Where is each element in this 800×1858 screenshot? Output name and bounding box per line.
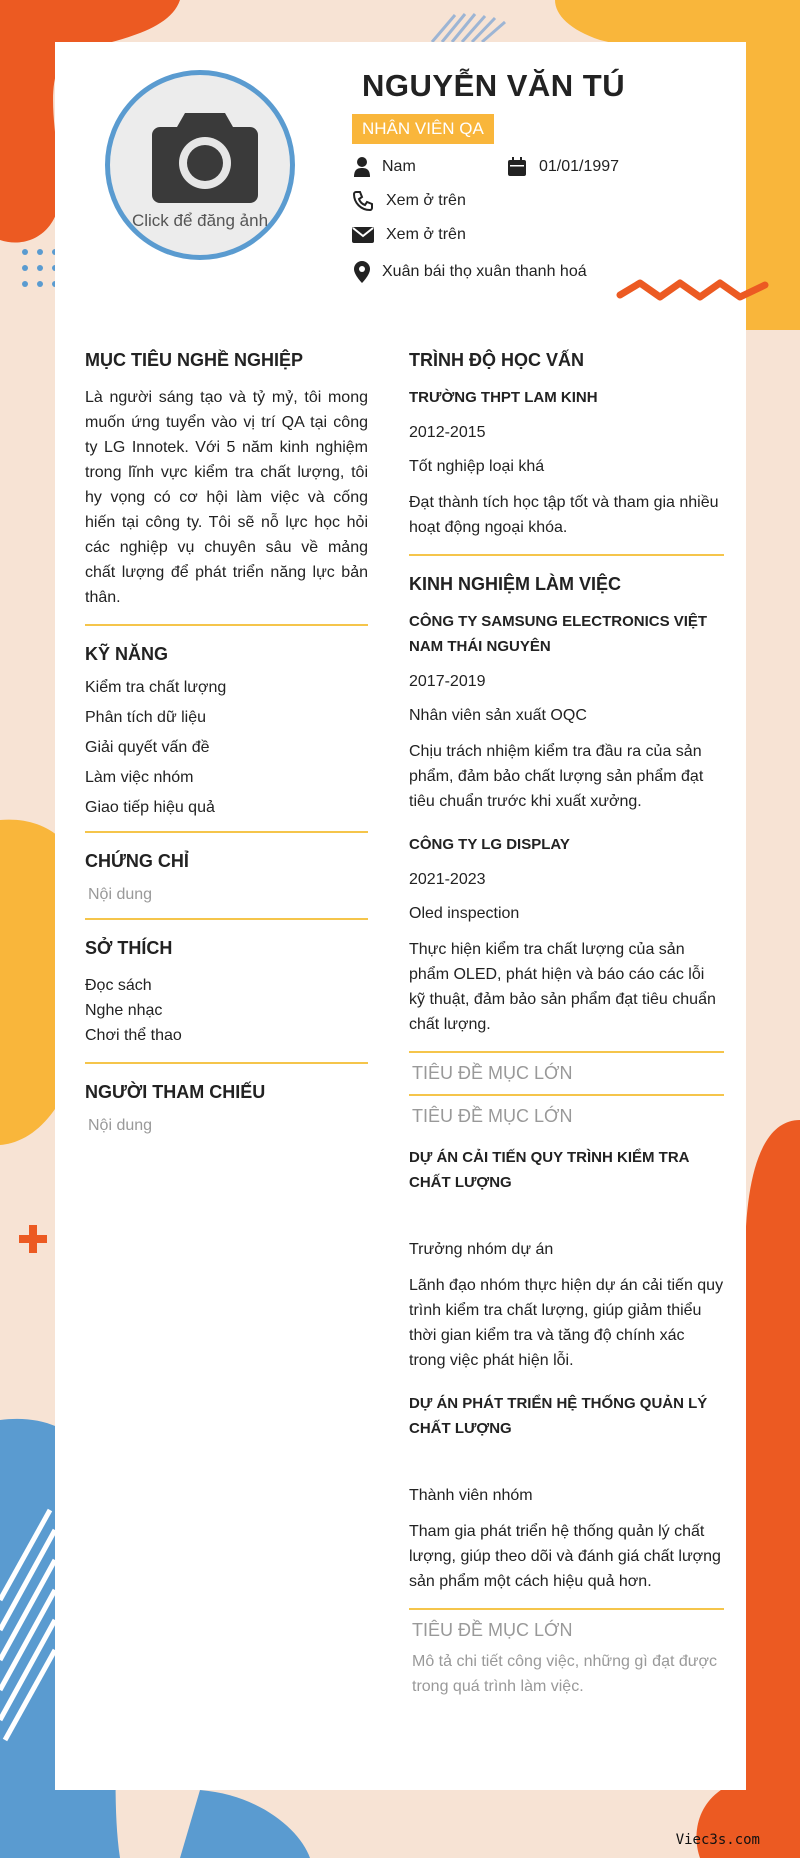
divider bbox=[85, 1062, 368, 1064]
certificates-title: CHỨNG CHỈ bbox=[85, 851, 189, 871]
hobbies-section bbox=[85, 938, 368, 1048]
project-role: Thành viên nhóm bbox=[409, 1487, 533, 1504]
certificates-section bbox=[85, 851, 368, 904]
project-name: DỰ ÁN PHÁT TRIỂN HỆ THỐNG QUẢN LÝ CHẤT LƯỢNG bbox=[409, 1395, 708, 1437]
objective-text: Là người sáng tạo và tỷ mỷ, tôi mong muốn ứng tuyển vào vị trí QA tại công ty LG Innotek. Với 5 năm kinh nghiệm trong lĩnh vực kiểm tra chất lượng, tôi hy vọng có cơ hội làm việc và cống hiến tại công ty. Tôi sẽ nỗ lực học hỏi các nghiệp vụ chuyên sâu về mảng chất lượng để phát triển năng lực bản thân. bbox=[85, 389, 368, 606]
job-description: Chịu trách nhiệm kiểm tra đầu ra của sản phẩm, đảm bảo chất lượng sản phẩm đạt tiêu chuẩn trước khi xuất xưởng. bbox=[409, 743, 704, 810]
divider bbox=[85, 831, 368, 833]
references-title: NGƯỜI THAM CHIẾU bbox=[85, 1082, 266, 1102]
email-icon bbox=[352, 226, 374, 244]
hobby-item: Đọc sách bbox=[85, 977, 152, 994]
job-role: Nhân viên sản xuất OQC bbox=[409, 707, 587, 724]
company-name: CÔNG TY LG DISPLAY bbox=[409, 836, 570, 853]
projects-section bbox=[409, 1145, 724, 1594]
gender-row bbox=[354, 157, 416, 177]
skills-title: KỸ NĂNG bbox=[85, 644, 169, 664]
upload-label: Click để đăng ảnh bbox=[131, 211, 269, 230]
watermark: Viec3s.com bbox=[675, 1832, 760, 1848]
orange-blob-right bbox=[745, 1120, 800, 1858]
zigzag-decoration bbox=[615, 275, 775, 315]
birthday-row bbox=[507, 157, 619, 177]
job-years: 2021-2023 bbox=[409, 871, 486, 888]
camera-icon bbox=[150, 105, 260, 205]
divider bbox=[85, 624, 368, 626]
project-description: Tham gia phát triển hệ thống quản lý chất lượng, giúp theo dõi và đánh giá chất lượng sản phẩm một cách hiệu quả hơn. bbox=[409, 1523, 721, 1590]
divider bbox=[409, 554, 724, 556]
person-icon bbox=[354, 157, 370, 177]
address-row bbox=[354, 261, 587, 283]
calendar-icon bbox=[507, 157, 527, 177]
project-name: DỰ ÁN CẢI TIẾN QUY TRÌNH KIỂM TRA CHẤT LƯỢNG bbox=[409, 1149, 689, 1191]
skill-item: Kiểm tra chất lượng bbox=[85, 679, 227, 696]
location-pin-icon bbox=[354, 261, 370, 283]
placeholder-section-title[interactable]: TIÊU ĐỀ MỤC LỚN bbox=[412, 1106, 573, 1126]
divider bbox=[85, 918, 368, 920]
education-section bbox=[409, 350, 724, 540]
divider bbox=[409, 1051, 724, 1053]
address-value: Xuân bái thọ xuân thanh hoá bbox=[382, 263, 587, 280]
job-role: Oled inspection bbox=[409, 905, 520, 922]
education-result: Tốt nghiệp loại khá bbox=[409, 458, 545, 475]
left-column bbox=[85, 350, 368, 1149]
hobbies-title: SỞ THÍCH bbox=[85, 938, 173, 958]
stripes-top-center bbox=[432, 14, 505, 42]
project-description: Lãnh đạo nhóm thực hiện dự án cải tiến quy trình kiểm tra chất lượng, giúp giảm thiểu thời gian kiểm tra và tăng độ chính xác trong việc phát hiện lỗi. bbox=[409, 1277, 724, 1369]
position-badge: NHÂN VIÊN QA bbox=[352, 114, 494, 144]
education-detail: Đạt thành tích học tập tốt và tham gia nhiều hoạt động ngoại khóa. bbox=[409, 494, 719, 536]
skill-item: Giao tiếp hiệu quả bbox=[85, 799, 215, 816]
school-name: TRƯỜNG THPT LAM KINH bbox=[409, 389, 598, 406]
job-description: Thực hiện kiểm tra chất lượng của sản phẩm OLED, phát hiện và báo cáo các lỗi kỹ thuật, đảm bảo sản phẩm đạt tiêu chuẩn chất lượng. bbox=[409, 941, 716, 1033]
objective-title: MỤC TIÊU NGHỀ NGHIỆP bbox=[85, 350, 304, 370]
experience-title: KINH NGHIỆM LÀM VIỆC bbox=[409, 574, 622, 594]
hobby-item: Chơi thể thao bbox=[85, 1027, 182, 1044]
objective-section bbox=[85, 350, 368, 610]
phone-row bbox=[352, 191, 466, 211]
experience-section bbox=[409, 574, 724, 1037]
hobby-item: Nghe nhạc bbox=[85, 1002, 163, 1019]
phone-icon bbox=[352, 191, 374, 211]
placeholder-section-title[interactable]: TIÊU ĐỀ MỤC LỚN bbox=[412, 1063, 573, 1083]
project-role: Trưởng nhóm dự án bbox=[409, 1241, 554, 1258]
photo-upload[interactable] bbox=[105, 70, 295, 260]
birthday-value: 01/01/1997 bbox=[539, 158, 620, 175]
skill-item: Giải quyết vấn đề bbox=[85, 739, 210, 756]
skill-item: Làm việc nhóm bbox=[85, 769, 194, 786]
gender-value: Nam bbox=[382, 158, 416, 175]
email-value: Xem ở trên bbox=[386, 226, 466, 243]
education-years: 2012-2015 bbox=[409, 424, 486, 441]
references-placeholder[interactable]: Nội dung bbox=[88, 1117, 153, 1134]
certificates-placeholder[interactable]: Nội dung bbox=[88, 886, 153, 903]
email-row bbox=[352, 226, 466, 244]
company-name: CÔNG TY SAMSUNG ELECTRONICS VIỆT NAM THÁI NGUYÊN bbox=[409, 613, 708, 655]
plus-decoration bbox=[19, 1225, 47, 1253]
placeholder-description[interactable]: Mô tả chi tiết công việc, những gì đạt được trong quá trình làm việc. bbox=[412, 1653, 717, 1695]
candidate-name: NGUYỄN VĂN TÚ bbox=[362, 68, 626, 103]
education-title: TRÌNH ĐỘ HỌC VẤN bbox=[409, 350, 584, 370]
references-section bbox=[85, 1082, 368, 1135]
blue-blob-bottom-center bbox=[180, 1790, 310, 1858]
phone-value: Xem ở trên bbox=[386, 192, 466, 209]
divider bbox=[409, 1608, 724, 1610]
job-years: 2017-2019 bbox=[409, 673, 486, 690]
right-column bbox=[409, 350, 724, 1717]
placeholder-section-title[interactable]: TIÊU ĐỀ MỤC LỚN bbox=[412, 1620, 573, 1640]
divider bbox=[409, 1094, 724, 1096]
skills-section bbox=[85, 644, 368, 817]
skill-item: Phân tích dữ liệu bbox=[85, 709, 207, 726]
